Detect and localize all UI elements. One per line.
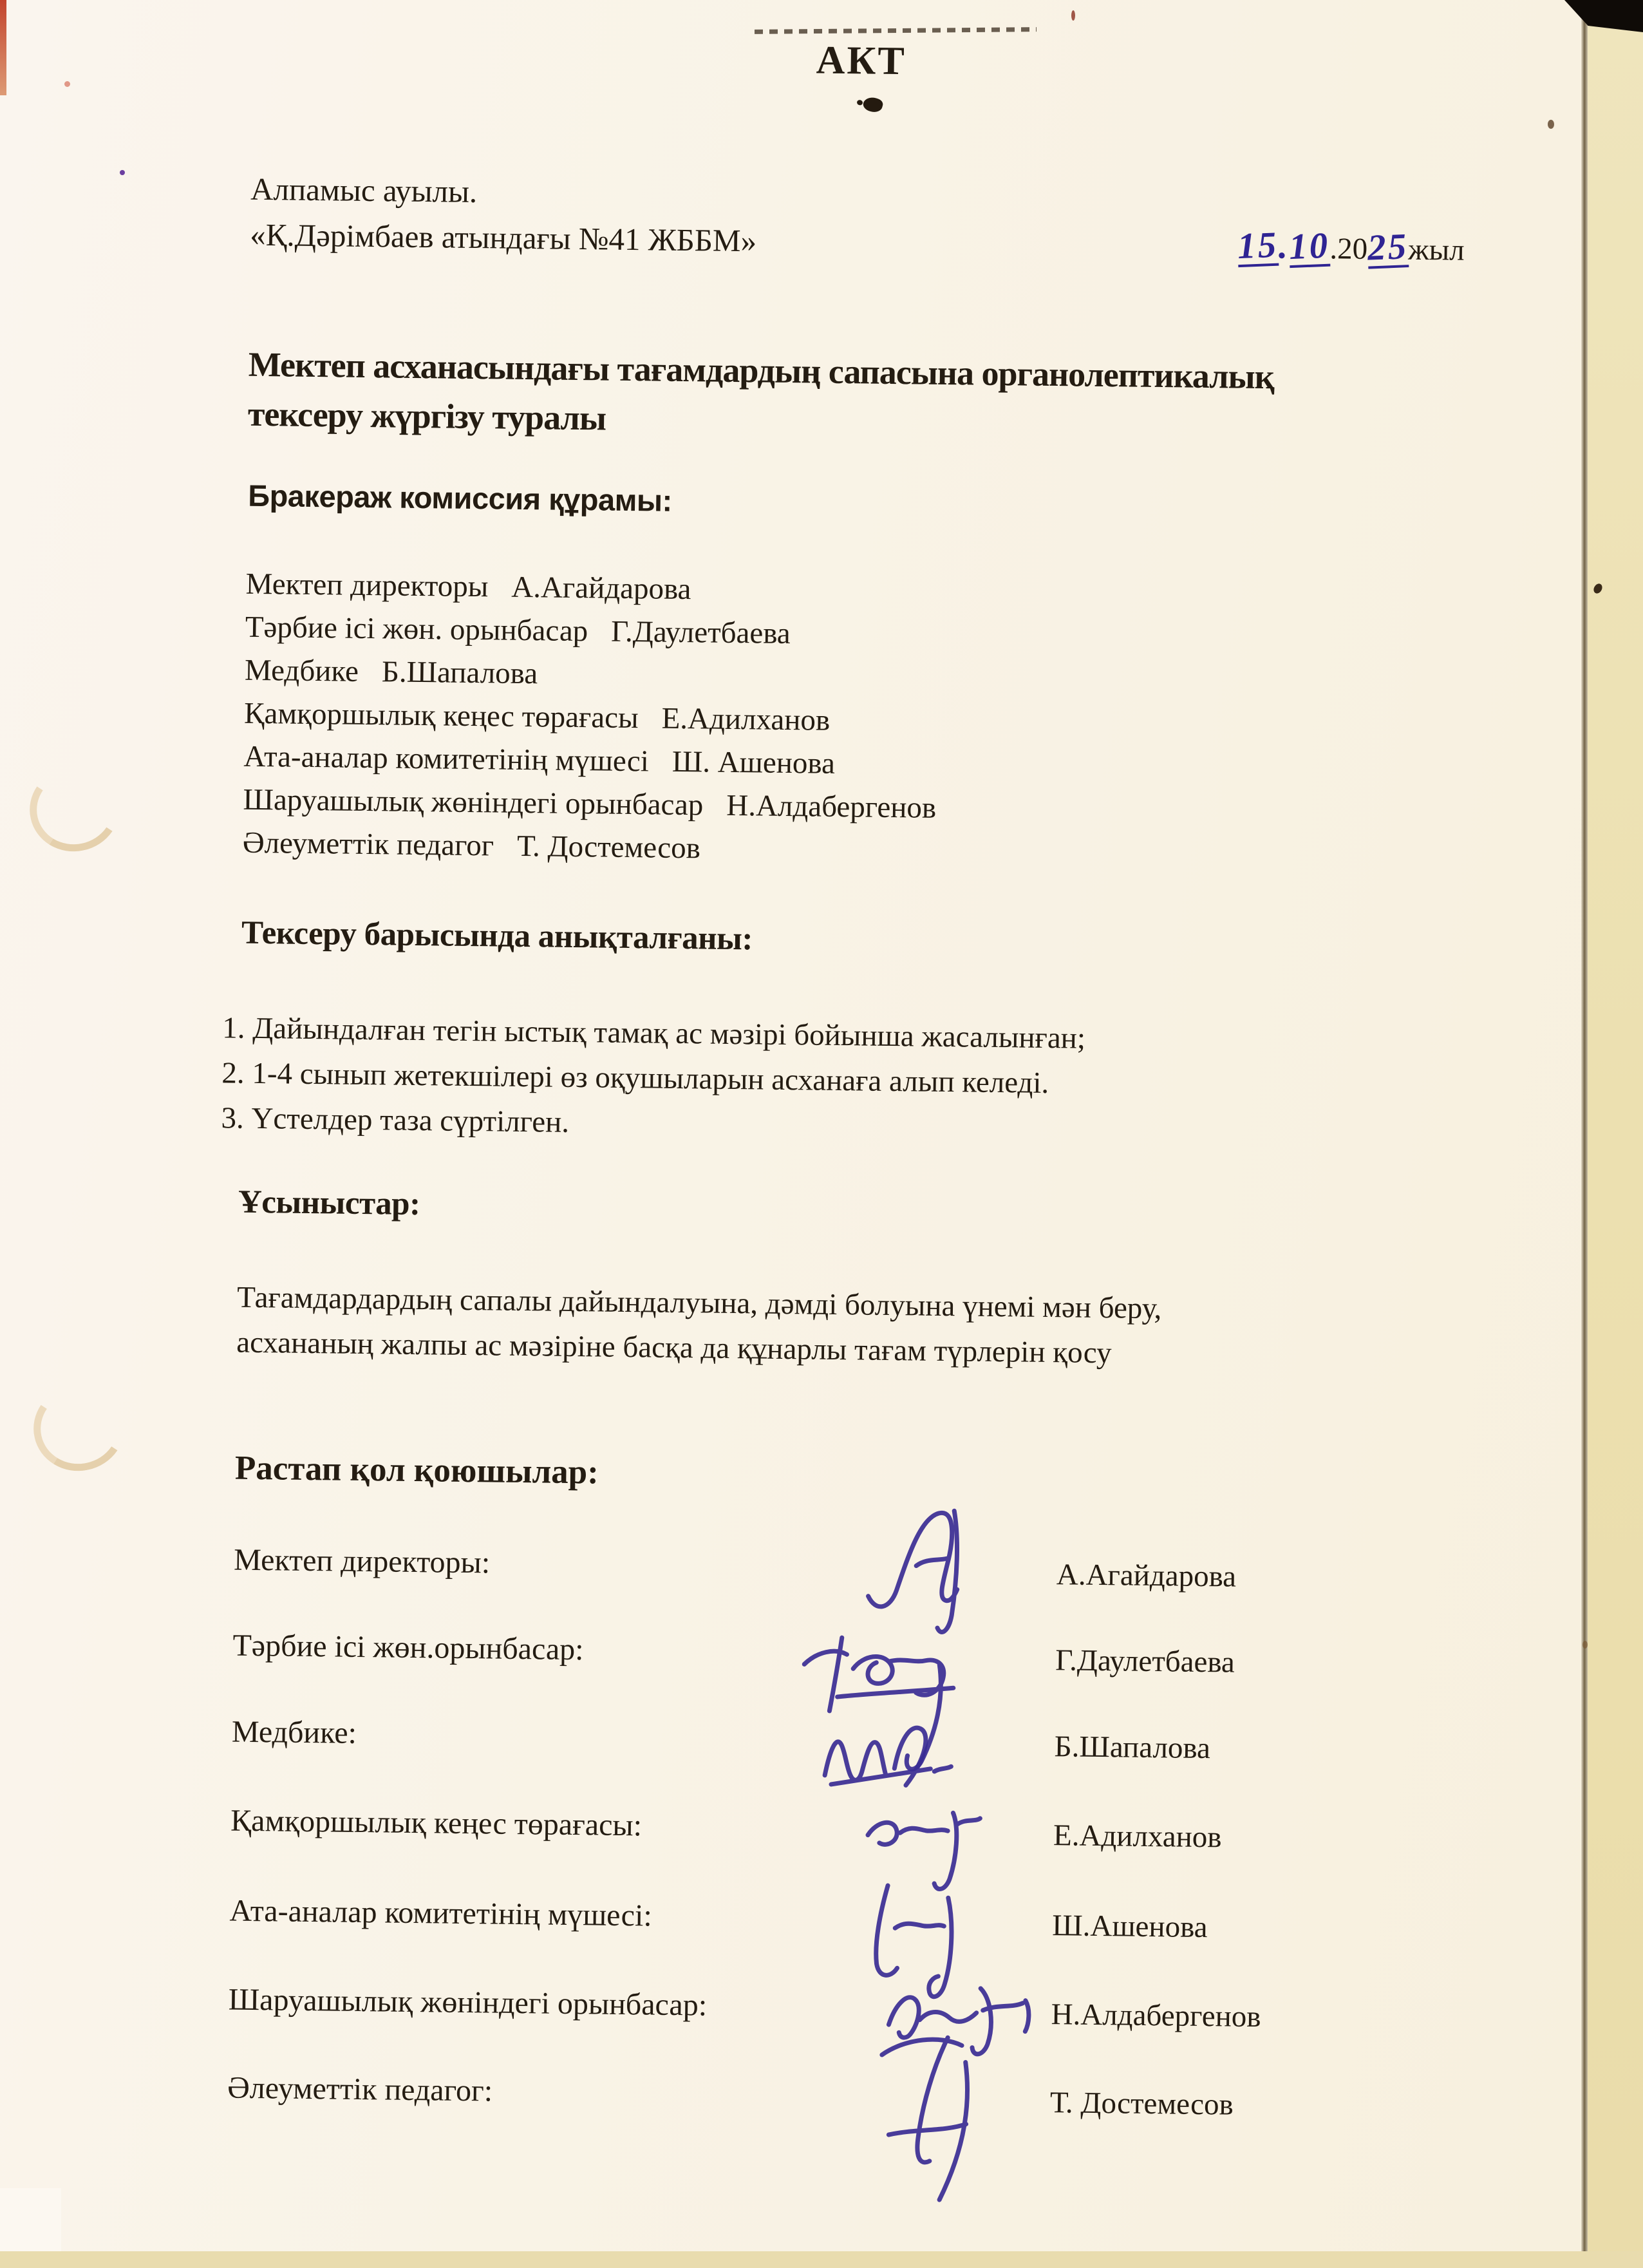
member-name: А.Агайдарова: [511, 570, 691, 607]
signatory-role: Шаруашылық жөніндегі орынбасар:: [228, 1982, 708, 2023]
suggestions-line-2: асхананың жалпы ас мәзіріне басқа да құнарлы тағам түрлерін қосу: [236, 1325, 1112, 1370]
commission-list: [242, 563, 939, 873]
suggestions-text: [236, 1275, 1162, 1377]
commission-heading: Бракераж комиссия құрамы:: [248, 478, 673, 518]
signatory-name: Б.Шапалова: [1054, 1730, 1211, 1766]
printed-century: .20: [1329, 232, 1368, 266]
handwritten-dot: .: [1277, 225, 1290, 267]
school-line: «Қ.Дәрімбаев атындағы №41 ЖББМ»: [249, 216, 757, 259]
signatory-name: Е.Адилханов: [1053, 1819, 1222, 1855]
subject-line-1: Мектеп асханасындағы тағамдардың сапасына органолептикалық: [248, 345, 1275, 397]
signatory-row: [0, 1979, 1632, 2034]
member-name: Ш. Ашенова: [671, 744, 836, 780]
finding-item: 2. 1-4 сынып жетекшілері өз оқушыларын асханаға алып келеді.: [221, 1056, 1049, 1101]
signatory-role: Мектеп директоры:: [233, 1542, 491, 1580]
member-role: Мектеп директоры: [245, 567, 489, 604]
member-name: Б.Шапалова: [381, 655, 538, 691]
member-name: Т. Достемесов: [516, 829, 701, 865]
member-name: Е.Адилханов: [661, 701, 831, 737]
handwritten-year: 25: [1366, 226, 1409, 269]
signatory-name: Г.Даулетбаева: [1055, 1643, 1235, 1679]
subject-line-2: тексеру жүргізу туралы: [247, 394, 606, 438]
member-role: Әлеуметтік педагог: [242, 826, 494, 863]
member-role: Тәрбие ісі жөн. орынбасар: [245, 610, 588, 648]
member-role: Ата-аналар комитетінің мүшесі: [243, 739, 650, 779]
member-name: Н.Алдабергенов: [726, 788, 937, 825]
signatory-role: Медбике:: [231, 1714, 357, 1750]
signatory-row: [0, 2067, 1631, 2122]
village-line: Алпамыс ауылы.: [250, 171, 478, 210]
handwritten-month: 10: [1288, 225, 1331, 268]
signatory-row: [0, 1890, 1633, 1945]
signatory-name: Т. Достемесов: [1049, 2086, 1234, 2122]
signatory-name: Н.Алдабергенов: [1051, 1998, 1261, 2034]
findings-list: [221, 1005, 1085, 1151]
scan-edge-mark: [0, 0, 6, 95]
member-name: Г.Даулетбаева: [610, 614, 791, 651]
suggestions-heading: Ұсыныстар:: [238, 1184, 420, 1223]
signatory-row: [0, 1625, 1637, 1679]
finding-item: 3. Үстелдер таза сүртілген.: [221, 1101, 570, 1139]
printed-year-suffix: жыл: [1407, 232, 1465, 267]
signatory-name: А.Агайдарова: [1056, 1558, 1237, 1594]
date-line: [1236, 224, 1465, 269]
member-role: Қамқоршылық кеңес төрағасы: [243, 696, 639, 735]
member-role: Медбике: [244, 653, 359, 688]
suggestions-line-1: Тағамдардардың сапалы дайындалуына, дәмді болуына үнемі мән беру,: [236, 1280, 1162, 1326]
signatory-role: Тәрбие ісі жөн.орынбасар:: [232, 1628, 584, 1667]
member-role: Шаруашылық жөніндегі орынбасар: [243, 782, 704, 822]
commission-member: [242, 822, 935, 873]
signatory-row: [0, 1539, 1637, 1594]
signatory-role: Ата-аналар комитетінің мүшесі:: [229, 1893, 653, 1933]
signatory-role: Әлеуметтік педагог:: [227, 2070, 493, 2108]
handwritten-day: 15: [1236, 224, 1279, 267]
findings-heading: Тексеру барысында анықталғаны:: [241, 914, 753, 958]
signatory-role: Қамқоршылық кеңес төрағасы:: [230, 1803, 643, 1843]
signatory-name: Ш.Ашенова: [1052, 1909, 1208, 1945]
finding-item: 1. Дайындалған тегін ыстық тамақ ас мәзірі бойынша жасалынған;: [221, 1011, 1086, 1055]
document-header: [250, 166, 757, 264]
signature-social-pedagogue: [863, 2027, 1007, 2202]
ink-smudge: [862, 95, 885, 114]
subject-heading: [247, 340, 1274, 451]
signing-heading: Растап қол қоюшылар:: [234, 1449, 599, 1491]
document-title: АКТ: [816, 38, 907, 84]
signatory-row: [0, 1711, 1635, 1766]
